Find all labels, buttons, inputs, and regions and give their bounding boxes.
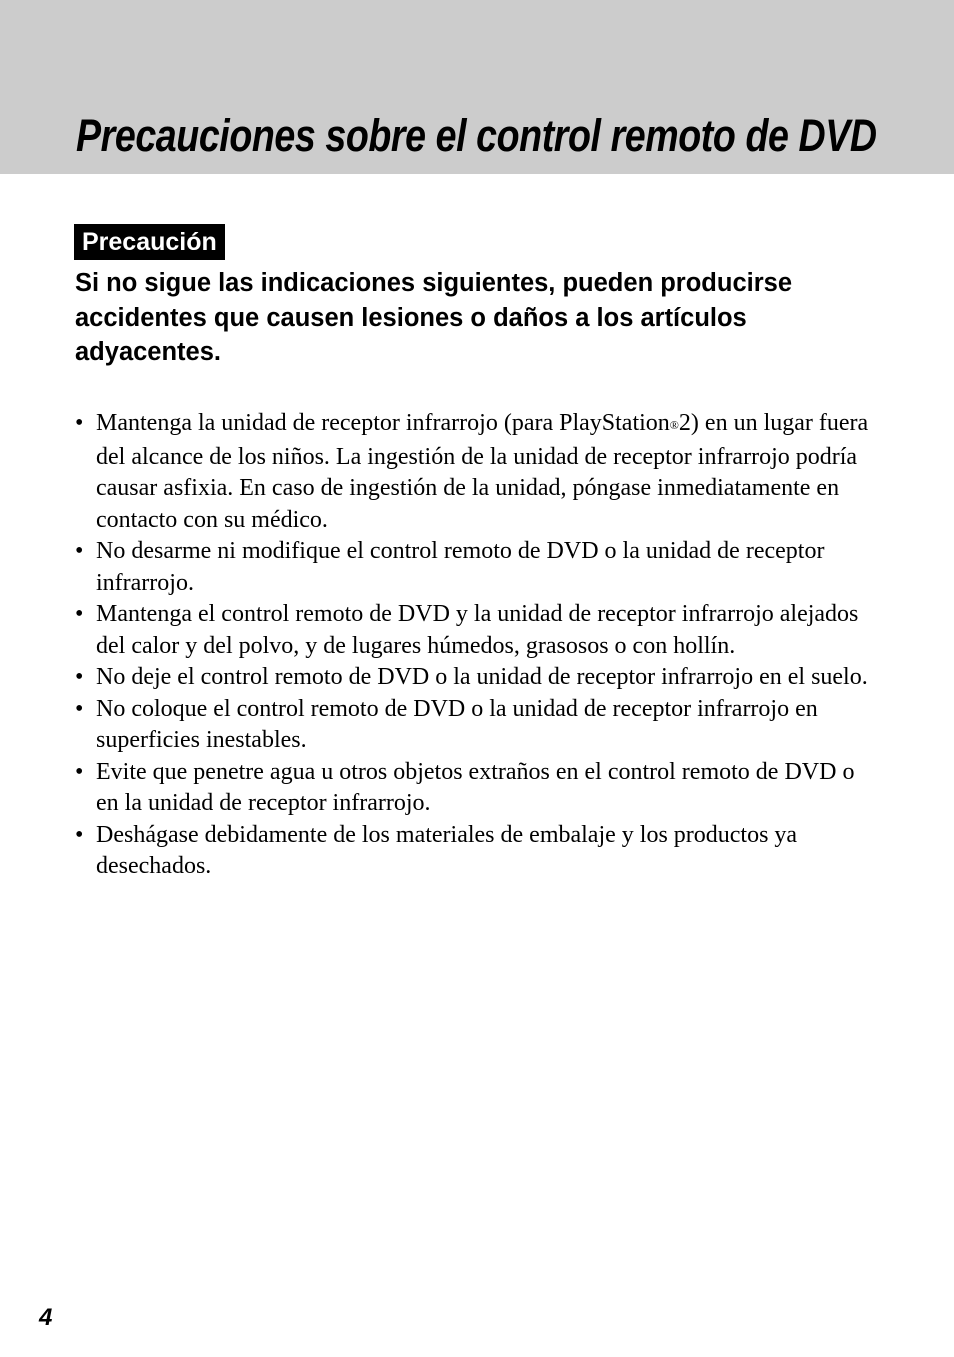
- bullet: •: [75, 695, 84, 722]
- list-item-text-end: 2) en un lugar fuera del alcance de los niños. La ingestión de la unidad de receptor infrarrojo podría causar asfixia. En caso de ingestión de la unidad, póngase inmediatamente en contacto con su médico.: [96, 410, 869, 533]
- list-item-text: No desarme ni modifique el control remoto de DVD o la unidad de receptor infrarrojo.: [96, 538, 825, 596]
- registered-mark: ®: [669, 418, 679, 432]
- list-item: [75, 820, 883, 883]
- list-item: [75, 536, 883, 599]
- list-item: [75, 599, 883, 662]
- list-item: [75, 408, 883, 536]
- page-number: 4: [39, 1304, 53, 1331]
- bullet: •: [75, 758, 84, 785]
- precaution-list: [75, 408, 883, 883]
- list-item-text: Deshágase debidamente de los materiales de embalaje y los productos ya desechados.: [96, 821, 798, 879]
- caution-label: Precaución: [74, 224, 225, 260]
- bullet: •: [75, 821, 84, 848]
- bullet: •: [75, 410, 84, 436]
- bullet: •: [75, 601, 84, 627]
- list-item-text: Evite que penetre agua u otros objetos extraños en el control remoto de DVD o en la unidad de receptor infrarrojo.: [96, 758, 855, 816]
- list-item-text-start: Mantenga la unidad de receptor infrarrojo (para PlayStation: [96, 410, 670, 436]
- list-item: [75, 757, 883, 820]
- caution-warning-text: Si no sigue las indicaciones siguientes, pueden producirse accidentes que causen lesiones o daños a los artículos adyacentes.: [75, 269, 793, 366]
- list-item: [75, 662, 883, 694]
- page-title: Precauciones sobre el control remoto de DVD: [76, 110, 877, 161]
- list-item-text: No deje el control remoto de DVD o la unidad de receptor infrarrojo en el suelo.: [96, 664, 868, 690]
- bullet: •: [75, 538, 84, 564]
- header-band: [0, 0, 954, 174]
- bullet: •: [75, 664, 84, 690]
- list-item: [75, 694, 883, 757]
- list-item-text: Mantenga el control remoto de DVD y la unidad de receptor infrarrojo alejados del calor y del polvo, y de lugares húmedos, grasosos o con hollín.: [96, 601, 859, 659]
- list-item-text: No coloque el control remoto de DVD o la unidad de receptor infrarrojo en superficies inestables.: [96, 695, 818, 753]
